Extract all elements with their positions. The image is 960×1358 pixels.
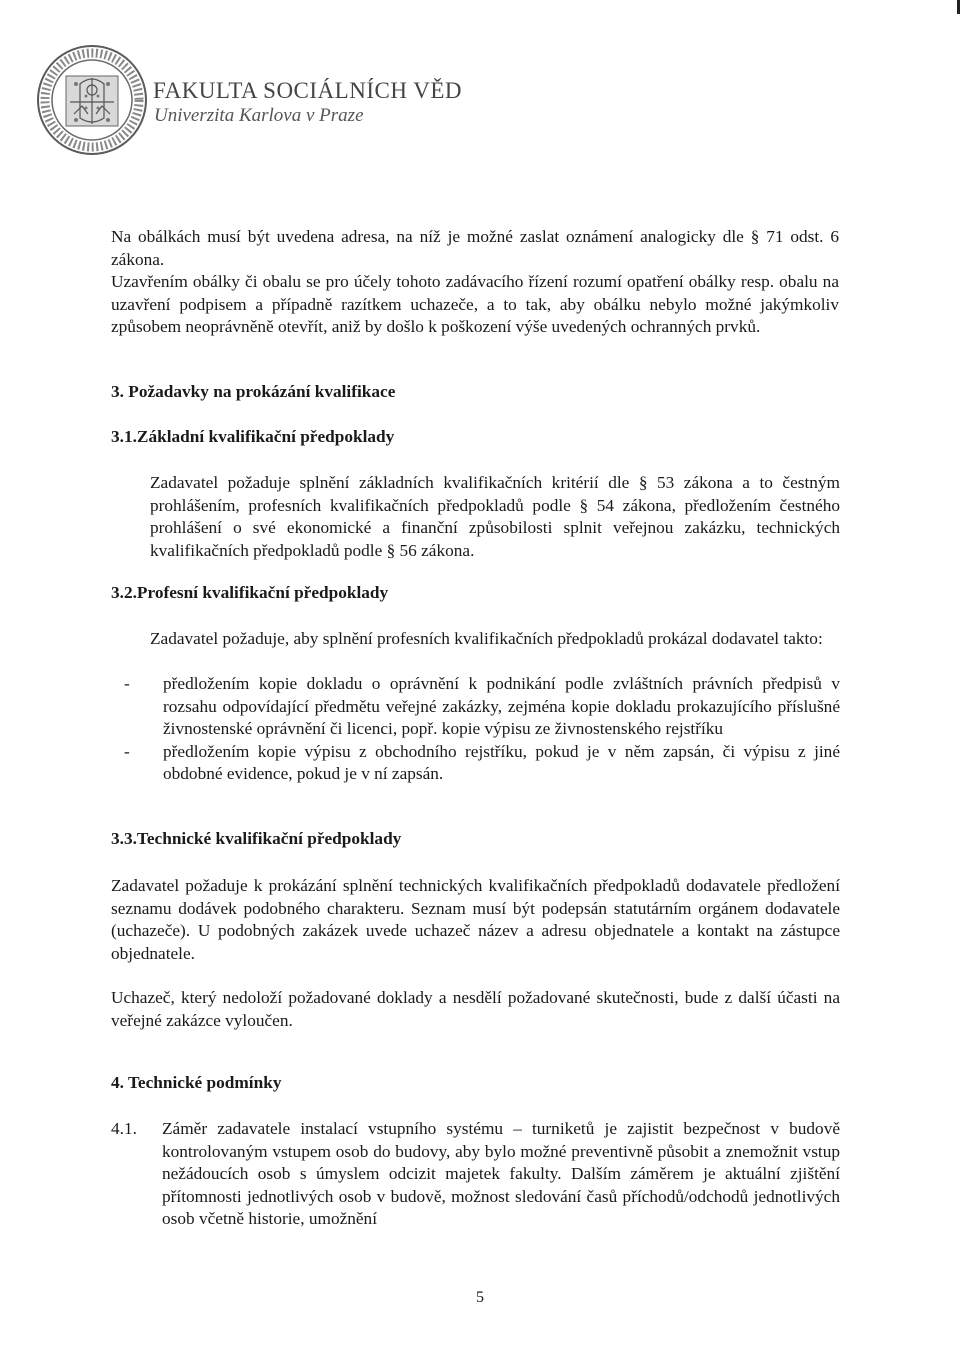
intro-paragraph-2: Uzavřením obálky či obalu se pro účely tohoto zadávacího řízení rozumí opatření obálky resp. obalu na uzavření podpisem a případně razítkem uchazeče, a to tak, aby obálku nebylo možné jakýmkoliv způsobem neoprávněně otevřít, aniž by došlo k poškození výše uvedených ochranných prvků. xyxy=(111,272,839,336)
section-3-1-text: Zadavatel požaduje splnění základních kvalifikačních kritérií dle § 53 zákona a to čestným prohlášením, profesních kvalifikačních předpokladů podle § 54 zákona, předložením čestného prohlášení o své ekonomické a finanční způsobilosti splnit veřejnou zakázku, technických kvalifikačních předpokladů podle § 56 zákona. xyxy=(150,473,840,560)
section-3-2-heading: 3.2.Profesní kvalifikační předpoklady xyxy=(111,583,389,602)
section-3-2-list xyxy=(124,673,840,786)
section-4-1-number: 4.1. xyxy=(111,1119,137,1138)
section-4-heading: 4. Technické podmínky xyxy=(111,1073,282,1092)
university-name: Univerzita Karlova v Praze xyxy=(154,105,364,126)
section-3-2-text: Zadavatel požaduje, aby splnění profesních kvalifikačních předpokladů prokázal dodavatel takto: xyxy=(150,629,823,648)
section-3-3-heading: 3.3.Technické kvalifikační předpoklady xyxy=(111,829,402,848)
intro-paragraph-1: Na obálkách musí být uvedena adresa, na níž je možné zaslat oznámení analogicky dle § 71 odst. 6 zákona. xyxy=(111,227,839,269)
list-item xyxy=(124,741,840,786)
section-3-3-text-2: Uchazeč, který nedoloží požadované doklady a nesdělí požadované skutečnosti, bude z další účasti na veřejné zakázce vyloučen. xyxy=(111,988,840,1030)
list-item-text: předložením kopie dokladu o oprávnění k podnikání podle zvláštních právních předpisů v rozsahu odpovídající předmětu veřejné zakázky, zejména kopie dokladu prokazujícího příslušné živnostenské oprávnění či licenci, popř. kopie výpisu ze živnostenského rejstříku xyxy=(163,674,840,738)
page-number: 5 xyxy=(476,1289,484,1306)
section-3-3-text: Zadavatel požaduje k prokázání splnění technických kvalifikačních předpokladů dodavatele předložení seznamu dodávek podobného charakteru. Seznam musí být podepsán statutárním orgánem dodavatele (uchazeče). U podobných zakázek uvede uchazeč název a adresu objednatele a kontakt na zástupce objednatele. xyxy=(111,876,840,963)
faculty-name: FAKULTA SOCIÁLNÍCH VĚD xyxy=(153,78,463,103)
list-item-text: předložením kopie výpisu z obchodního rejstříku, pokud je v něm zapsán, či výpisu z jiné obdobné evidence, pokud je v ní zapsán. xyxy=(163,741,840,783)
list-item xyxy=(124,673,840,741)
section-4-1-text: Záměr zadavatele instalací vstupního systému – turniketů je zajistit bezpečnost v budově kontrolovaným vstupem osob do budovy, aby bylo možné preventivně působit a znemožnit vstup nežádoucích osob s úmyslem odcizit majetek fakulty. Dalším záměrem je aktuální zjištění přítomnosti jednotlivých osob v budově, možnost sledování časů příchodů/odchodů jednotlivých osob včetně historie, umožnění xyxy=(162,1119,840,1228)
section-3-heading: 3. Požadavky na prokázání kvalifikace xyxy=(111,382,396,401)
dash-bullet: - xyxy=(124,674,130,693)
dash-bullet: - xyxy=(124,741,130,761)
charles-university-seal-icon xyxy=(36,44,148,156)
section-3-1-heading: 3.1.Základní kvalifikační předpoklady xyxy=(111,427,395,446)
